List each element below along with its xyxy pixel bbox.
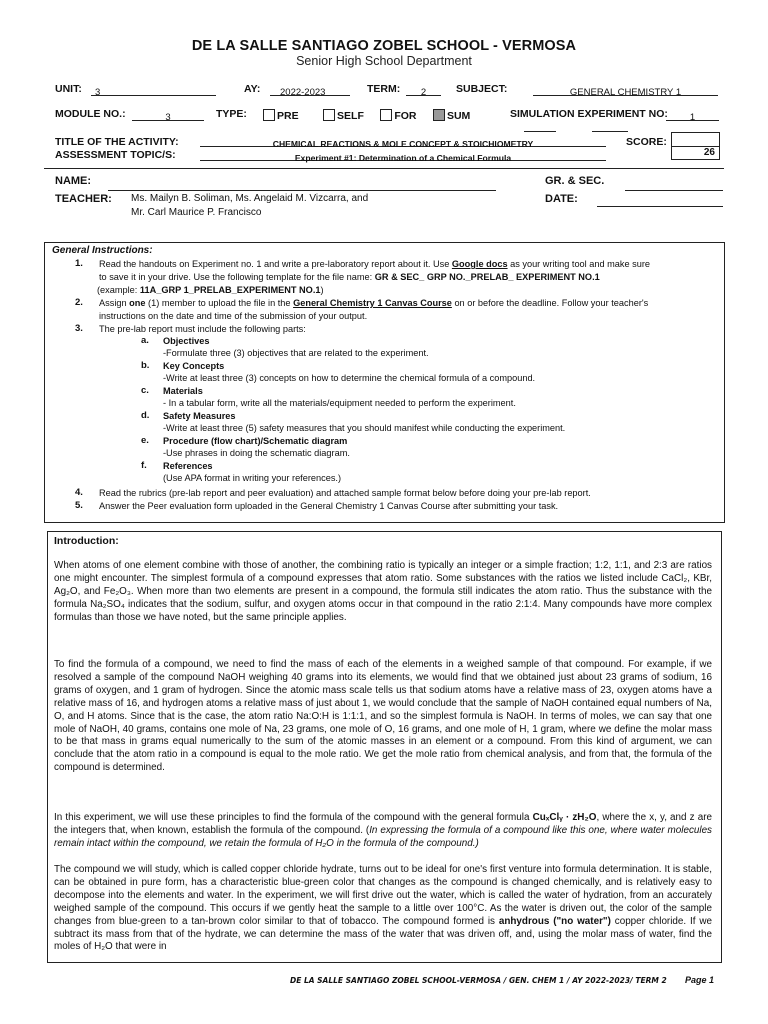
term-label: TERM: <box>367 83 401 95</box>
item-number: 2. <box>75 297 83 308</box>
part-letter: a. <box>141 335 149 346</box>
department-name: Senior High School Department <box>296 54 472 68</box>
pre-checkbox[interactable] <box>263 109 275 121</box>
simulation-label: SIMULATION EXPERIMENT NO: <box>510 108 668 120</box>
unit-value: 3 <box>95 87 101 98</box>
page-number: Page 1 <box>685 975 715 985</box>
title-value: CHEMICAL REACTIONS & MOLE CONCEPT & STOICHIOMETRY <box>272 139 534 149</box>
simulation-field[interactable] <box>666 107 719 121</box>
module-value: 3 <box>165 112 171 123</box>
ay-value: 2022-2023 <box>280 87 326 98</box>
subject-value: GENERAL CHEMISTRY 1 <box>569 87 682 98</box>
topic-value: Experiment #1: Determination of a Chemical Formula <box>294 153 512 163</box>
school-name: DE LA SALLE SANTIAGO ZOBEL SCHOOL - VERMOSA <box>191 38 577 54</box>
type-label: TYPE: <box>216 108 247 120</box>
simulation-value: 1 <box>689 112 696 123</box>
type-option-self[interactable]: SELF <box>323 110 364 122</box>
name-label: NAME: <box>55 175 92 187</box>
type-option-sum[interactable]: SUM <box>433 110 470 122</box>
separator <box>44 168 724 169</box>
module-label: MODULE NO.: <box>55 108 126 120</box>
subject-label: SUBJECT: <box>456 83 508 95</box>
score-value: 26 <box>703 147 715 158</box>
part-title: Materials <box>163 386 203 396</box>
type-options <box>263 106 478 124</box>
part-letter: b. <box>141 360 150 371</box>
score-box[interactable] <box>671 132 720 160</box>
part-title: Key Concepts <box>163 361 225 371</box>
google-docs-link[interactable]: Google docs <box>451 259 508 269</box>
subject-field[interactable] <box>533 82 718 96</box>
topic-label: ASSESSMENT TOPIC/S: <box>55 149 176 161</box>
ay-label: AY: <box>244 83 261 95</box>
canvas-course-link[interactable]: General Chemistry 1 Canvas Course <box>293 298 452 308</box>
grsec-label: GR. & SEC. <box>545 175 605 187</box>
teacher-line-1: Ms. Mailyn B. Soliman, Ms. Angelaid M. Vizcarra, and <box>131 193 369 204</box>
self-checkbox[interactable] <box>323 109 335 121</box>
module-field[interactable] <box>132 107 204 121</box>
part-letter: c. <box>141 385 149 396</box>
part-description: - In a tabular form, write all the materials/equipment needed to perform the experiment. <box>163 398 516 408</box>
footer-text: DE LA SALLE SANTIAGO ZOBEL SCHOOL-VERMOSA / GEN. CHEM 1 / AY 2022-2023/ TERM 2 <box>290 976 667 985</box>
general-instructions-box <box>44 242 725 523</box>
part-letter: e. <box>141 435 149 446</box>
date-label: DATE: <box>545 193 578 205</box>
intro-paragraph-4: The compound we will study, which is called copper chloride hydrate, turns out to be ideal for one's first venture into formula determination. It is stable, can be obtained in pure form, has a characteristic blue-green color that changes as the compound is changed chemically, and is relatively easy to decompose into the elements and water. In the experiment, we will first drive out the water, which is called the water of hydration, from an accurately weighed sample of the compound. This occurs if we gently heat the sample to a little over 100°C. As the water is driven out, the color of the sample changes from blue-green to a tan-brown color similar to that of tobacco. The compound formed is anhydrous ("no water") copper chloride. If we subtract its mass from that of the hydrate, we can determine the mass of the water that was driven off, and, using the molar mass of water, find the moles of H₂O that were in <box>54 864 712 953</box>
instruction-1-cont: to save it in your drive. Use the following template for the file name: GR & SEC_ GRP NO._PRELAB_ EXPERIMENT NO.1 <box>99 272 600 282</box>
type-option-for[interactable]: FOR <box>380 110 416 122</box>
score-label: SCORE: <box>626 136 667 148</box>
part-letter: f. <box>141 460 147 471</box>
instructions-heading: General Instructions: <box>52 245 153 256</box>
item-number: 1. <box>75 258 83 269</box>
divider-line <box>524 131 556 132</box>
teacher-line-2: Mr. Carl Maurice P. Francisco <box>131 207 262 218</box>
introduction-box <box>47 531 722 963</box>
part-description: -Use phrases in doing the schematic diagram. <box>163 448 350 458</box>
part-description: (Use APA format in writing your references.) <box>163 473 342 483</box>
part-title: Objectives <box>163 336 210 346</box>
name-field[interactable] <box>108 176 496 191</box>
ay-field[interactable] <box>270 82 350 96</box>
instruction-2-cont: instructions on the date and time of the submission of your output. <box>99 311 368 321</box>
part-description: -Write at least three (3) concepts on how to determine the chemical formula of a compound. <box>163 373 536 383</box>
term-field[interactable] <box>406 82 441 96</box>
sum-checkbox-checked[interactable] <box>433 109 445 121</box>
for-checkbox[interactable] <box>380 109 392 121</box>
unit-field[interactable] <box>91 82 216 96</box>
instruction-5: Answer the Peer evaluation form uploaded in the General Chemistry 1 Canvas Course after submitting your task. <box>99 501 559 511</box>
part-description: -Formulate three (3) objectives that are related to the experiment. <box>163 348 429 358</box>
instruction-3: The pre-lab report must include the following parts: <box>99 324 306 334</box>
part-title: Safety Measures <box>163 411 236 421</box>
introduction-heading: Introduction: <box>54 535 119 547</box>
instruction-1: Read the handouts on Experiment no. 1 and write a pre-laboratory report about it. Use Google docs as your writing tool and make sure <box>99 259 651 269</box>
item-number: 3. <box>75 323 83 334</box>
part-letter: d. <box>141 410 150 421</box>
instruction-1-example: (example: 11A_GRP 1_PRELAB_EXPERIMENT NO.1) <box>97 285 324 295</box>
part-title: Procedure (flow chart)/Schematic diagram <box>163 436 348 446</box>
topic-field[interactable] <box>200 148 606 161</box>
date-field[interactable] <box>597 194 723 207</box>
intro-paragraph-1: When atoms of one element combine with those of another, the combining ratio is typically an integer or a simple fraction; 1:2, 1:1, and 2:3 are ratios one might encounter. The simplest formula of a compound expresses that atom ratio. Some substances with the ratios we listed include CaCl₂, KBr, Ag₂O, and Fe₂O₃. When more than two elements are present in a compound, the formula still indicates the atom ratio. Thus the substance with the formula Na₂SO₄ indicates that the sodium, sulfur, and oxygen atoms occur in that compound in the ratio 2:1:4. Many compounds have more complex formulas than those we have noted, but the same principle applies. <box>54 560 712 623</box>
item-number: 5. <box>75 500 83 511</box>
intro-paragraph-2: To find the formula of a compound, we need to find the mass of each of the elements in a weighed sample of that compound. For example, if we resolved a sample of the compound NaOH weighing 40 grams into its elements, we would find that we obtained just about 23 grams of sodium, 16 grams of oxygen, and 1 gram of hydrogen. Since the atomic mass scale tells us that sodium atoms have a relative mass of 23, oxygen atoms have a relative mass of 16, and hydrogen atoms a relative mass of just about 1, we would conclude that the sample of NaOH contained equal numbers of Na, O, and H atoms. Since that is the case, the atom ratio Na:O:H is 1:1:1, and so the simplest formula is NaOH. In terms of moles, we can say that one mole of NaOH, 40 grams, contains one mole of Na, 23 grams, one mole of O, 16 grams, and one mole of H, 1 gram, where we define the molar mass to be that mass in grams equal numerically to the sum of the atomic masses in an element or a compound. From this kind of argument, we can conclude that the atom ratio in a compound is equal to the mole ratio. We get the mole ratio from chemical analysis, and from that, the formula of the compound is determined. <box>54 659 712 774</box>
type-option-pre[interactable]: PRE <box>263 110 299 122</box>
part-title: References <box>163 461 213 471</box>
part-description: -Write at least three (5) safety measures that you should manifest while conducting the experiment. <box>163 423 566 433</box>
instruction-4: Read the rubrics (pre-lab report and peer evaluation) and attached sample format below before doing your pre-lab report. <box>99 488 591 498</box>
instruction-2: Assign one (1) member to upload the file in the General Chemistry 1 Canvas Course on or before the deadline. Follow your teacher's <box>99 298 649 308</box>
item-number: 4. <box>75 487 83 498</box>
teacher-label: TEACHER: <box>55 193 112 205</box>
divider-line <box>592 131 628 132</box>
term-value: 2 <box>420 87 427 98</box>
unit-label: UNIT: <box>55 83 82 95</box>
title-label: TITLE OF THE ACTIVITY: <box>55 136 179 148</box>
title-field[interactable] <box>200 134 606 147</box>
grsec-field[interactable] <box>625 176 723 191</box>
intro-paragraph-3: In this experiment, we will use these principles to find the formula of the compound with the general formula CuₓClᵧ · zH₂O, where the x, y, and z are the integers that, when known, establish the formula of the compound. (In expressing the formula of a compound like this one, where water molecules remain intact within the compound, we retain the formula of H₂O in the formula of the compound.) <box>54 812 712 849</box>
